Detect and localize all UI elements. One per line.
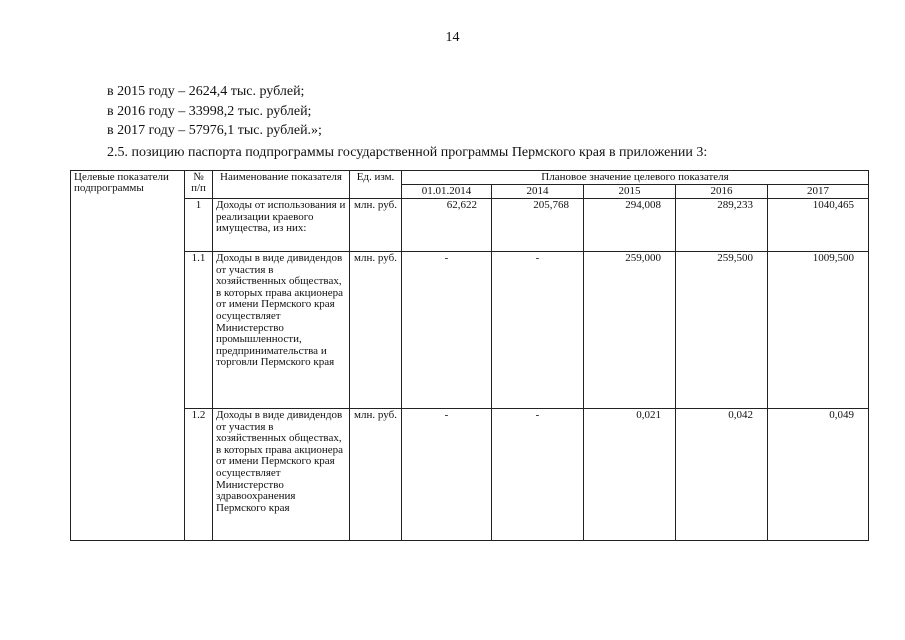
row-value: 0,021 (584, 409, 676, 541)
row-value: - (402, 252, 492, 409)
indicators-table (70, 170, 869, 541)
header-name: Наименование показателя (213, 171, 350, 199)
row-value: - (492, 252, 584, 409)
row-unit: млн. руб. (350, 252, 402, 409)
funding-line-2015: в 2015 году – 2624,4 тыс. рублей; (107, 84, 305, 99)
row-value: 294,008 (584, 199, 676, 252)
row-value: 259,000 (584, 252, 676, 409)
row-name: Доходы в виде дивидендов от участия в хозяйственных обществах, в которых права акционера от имени Пермского края осуществляет Министерство здравоохранения Пермского края (213, 409, 350, 541)
row-name: Доходы в виде дивидендов от участия в хозяйственных обществах, в которых права акционера от имени Пермского края осуществляет Министерство промышленности, предпринимательства и торговли Пермского края (213, 252, 350, 409)
header-row-1 (71, 171, 869, 185)
row-value: 289,233 (676, 199, 768, 252)
header-unit: Ед. изм. (350, 171, 402, 199)
header-period-2015: 2015 (584, 185, 676, 199)
header-planned: Плановое значение целевого показателя (402, 171, 869, 185)
header-period-01-01-2014: 01.01.2014 (402, 185, 492, 199)
table-row (71, 252, 869, 409)
row-value: 0,042 (676, 409, 768, 541)
row-num: 1.1 (185, 252, 213, 409)
row-num: 1 (185, 199, 213, 252)
row-label: Целевые показатели подпрограммы (71, 171, 185, 541)
table-row (71, 199, 869, 252)
header-period-2014: 2014 (492, 185, 584, 199)
row-value: 1009,500 (768, 252, 869, 409)
row-name: Доходы от использования и реализации краевого имущества, из них: (213, 199, 350, 252)
funding-line-2016: в 2016 году – 33998,2 тыс. рублей; (107, 103, 312, 119)
row-value: 62,622 (402, 199, 492, 252)
funding-line-2017: в 2017 году – 57976,1 тыс. рублей.»; (107, 123, 322, 138)
header-period-2016: 2016 (676, 185, 768, 199)
row-unit: млн. руб. (350, 199, 402, 252)
row-value: 205,768 (492, 199, 584, 252)
header-num: № п/п (185, 171, 213, 199)
row-unit: млн. руб. (350, 409, 402, 541)
funding-lines (107, 82, 322, 141)
row-value: - (492, 409, 584, 541)
row-value: 1040,465 (768, 199, 869, 252)
row-value: 0,049 (768, 409, 869, 541)
table-row (71, 409, 869, 541)
amendment-paragraph: 2.5. позицию паспорта подпрограммы государственной программы Пермского края в приложении 3: (107, 145, 708, 160)
row-value: - (402, 409, 492, 541)
page-number: 14 (445, 30, 460, 45)
row-value: 259,500 (676, 252, 768, 409)
row-num: 1.2 (185, 409, 213, 541)
header-period-2017: 2017 (768, 185, 869, 199)
